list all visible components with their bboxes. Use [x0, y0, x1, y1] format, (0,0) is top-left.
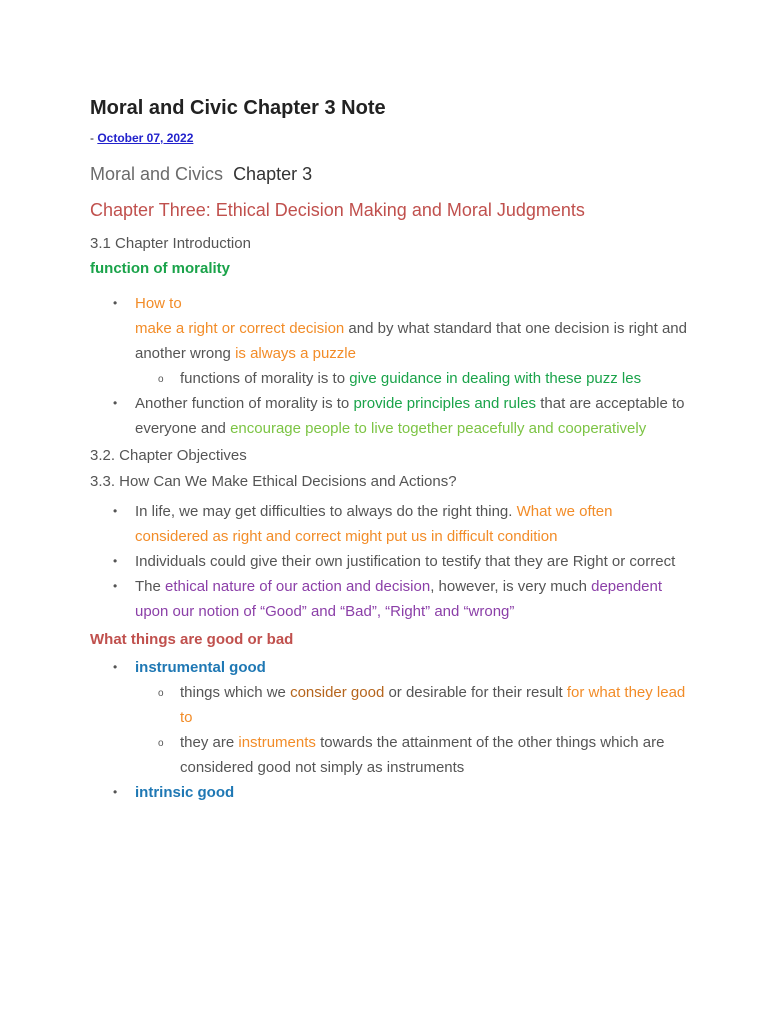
b5-t1: The — [135, 578, 166, 595]
list-item — [135, 730, 690, 780]
list-item — [90, 655, 690, 780]
section-3-3: 3.3. How Can We Make Ethical Decisions and Actions? — [90, 473, 457, 490]
document-page — [90, 94, 690, 805]
inst-sub2-t3: towards the attainment of the other things which are considered good not simply as instruments — [180, 734, 665, 776]
b1-sub-t1: functions of morality is to — [180, 370, 350, 387]
list-item — [90, 549, 690, 574]
b2-t4: encourage people to live together peacefully and cooperatively — [230, 420, 647, 437]
date-link[interactable]: October 07, 2022 — [97, 131, 194, 145]
chapter-heading: Chapter Three: Ethical Decision Making and Moral Judgments — [90, 200, 585, 220]
list-item — [135, 366, 690, 391]
b2-t1: Another function of morality is to — [135, 395, 354, 412]
good-bad-heading: What things are good or bad — [90, 631, 294, 648]
inst-sub2-t1: they are — [180, 734, 239, 751]
b1-sub-t2: give guidance in dealing with these puzz les — [349, 370, 642, 387]
sub-list — [135, 366, 690, 391]
page-title: Moral and Civic Chapter 3 Note — [90, 97, 386, 119]
b5-t4: dependent upon our notion of “Good” and “Bad”, “Right” and “wrong” — [135, 578, 663, 620]
b4-text: Individuals could give their own justification to testify that they are Right or correct — [135, 553, 676, 570]
subtitle-course: Moral and Civics — [90, 164, 224, 184]
list-item — [135, 680, 690, 730]
b1-t2: make a right or correct decision — [135, 320, 345, 337]
inst-sub2-t2: instruments — [238, 734, 316, 751]
b2-t3: that are acceptable to everyone and — [135, 395, 685, 437]
dateline — [90, 130, 690, 146]
b3-t1: In life, we may get difficulties to always do the right thing. — [135, 503, 517, 520]
b2-t2: provide principles and rules — [353, 395, 537, 412]
inst-sub1-t2: consider good — [290, 684, 385, 701]
subtitle — [90, 161, 690, 187]
list-item — [90, 499, 690, 549]
list-item — [90, 574, 690, 624]
list-item — [90, 391, 690, 441]
function-list — [90, 291, 690, 441]
b1-t3: and by what standard that one decision is right and another wrong — [135, 320, 687, 362]
b1-t4: is always a puzzle — [235, 345, 356, 362]
decision-list — [90, 499, 690, 624]
sub-list — [135, 680, 690, 780]
b1-t1: How to — [135, 295, 182, 312]
function-heading: function of morality — [90, 260, 230, 277]
inst-sub1-t1: things which we — [180, 684, 291, 701]
intrinsic-good: intrinsic good — [135, 784, 235, 801]
instrumental-good: instrumental good — [135, 659, 266, 676]
date-prefix: - — [90, 131, 94, 145]
inst-sub1-t3: or desirable for their result — [384, 684, 567, 701]
list-item — [90, 291, 690, 391]
good-types-list — [90, 655, 690, 805]
b3-t2: What we often considered as right and correct might put us in difficult condition — [135, 503, 613, 545]
section-3-2: 3.2. Chapter Objectives — [90, 447, 247, 464]
section-3-1: 3.1 Chapter Introduction — [90, 235, 251, 252]
b5-t2: ethical nature of our action and decision — [165, 578, 431, 595]
list-item — [90, 780, 690, 805]
b5-t3: , however, is very much — [430, 578, 592, 595]
inst-sub1-t4: for what they lead to — [180, 684, 686, 726]
subtitle-chapter: Chapter 3 — [233, 164, 313, 184]
